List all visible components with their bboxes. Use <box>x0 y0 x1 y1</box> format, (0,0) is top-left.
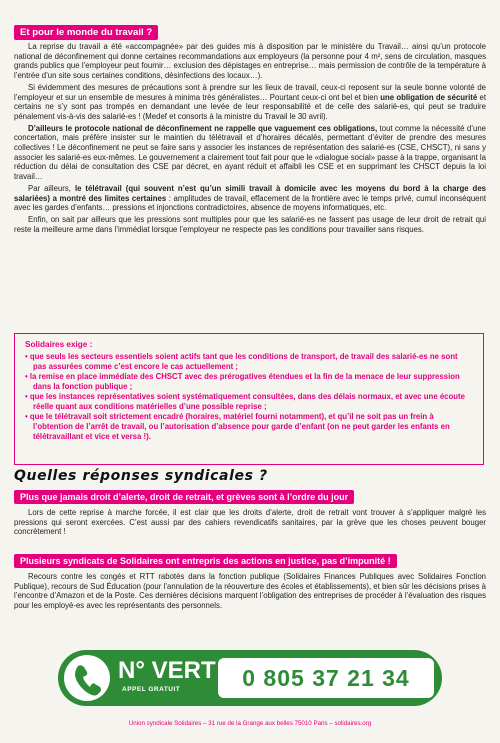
section-title-reponses-syndicales: Quelles réponses syndicales ? <box>14 468 268 484</box>
paragraph-actions-justice: Recours contre les congés et RTT rabotés dans la fonction publique (Solidaires Finances Publiques avec Solidaires Fonction Publique), recours de Sud Éducation (pour l’annulation de la réouverture des écoles et établissements), et bien sûr les décisions prises à l’encontre d’Amazon et de la Poste. Ces dernières décisions marquent l’obligation des entreprises de procéder à l’évaluation des risques pour les employé-es avec les représentants des personnels. <box>14 572 486 611</box>
section-body-droit-alerte <box>14 508 486 539</box>
demands-title: Solidaires exige : <box>25 340 93 349</box>
phone-number-box <box>218 658 434 698</box>
demand-item: • que seuls les secteurs essentiels soient actifs tant que les conditions de transport, de travail des salarié-es ne sont pas assurées comme c’est encore le cas actuellement ; <box>25 352 458 371</box>
numero-vert-banner[interactable] <box>58 650 442 706</box>
demands-box <box>14 333 484 465</box>
demand-item: • que les instances représentatives soient systématiquement consultées, dans des délais normaux, et avec une écoute réelle quant aux conditions matérielles d’une possible reprise ; <box>25 392 465 411</box>
demands-list <box>25 352 470 442</box>
paragraph-protocole: D’ailleurs le protocole national de déconfinement ne rappelle que vaguement ces obligations, tout comme la nécessité d’une concertation, mais préfère insister sur le maintien du télétravail et d’horaires décalés, permettant d’éviter de prendre des mesures collectives ! Le déconfinement ne peut se faire sans y associer les instances de représentation des salarié-es (CSE, CHSCT), ni sans y associer les salarié-es eux-mêmes. Le gouvernement a clairement tout fait pour que le «dialogue social» passe à la trappe, organisant la réduction du délai de consultation des CSE par décret, en ayant réduit et affaibli les CSE et en supprimant les CHSCT depuis la loi travail… <box>14 123 486 182</box>
paragraph-precautions: Si évidemment des mesures de précautions sont à prendre sur les lieux de travail, ceux-ci reposent sur la seule bonne volonté de l’employeur et sur un ensemble de mesures à minima très généralistes… Pourtant ceux-ci ont bel et bien une obligation de sécurité et certains ne s’y sont pas trompés en demandant une levée de leur responsabilité et de celle des salarié-es, qui peut se traduire pénalement vis-à-vis des salarié-es ! (Medef et consorts à la ministre du Travail le 30 avril). <box>14 82 486 121</box>
section-body-monde-travail <box>14 42 486 236</box>
phone-icon <box>64 655 110 701</box>
demand-item: • la remise en place immédiate des CHSCT avec des prérogatives étendues et la fin de la menace de leur suppression dans la fonction publique ; <box>25 372 460 391</box>
section-body-actions-justice <box>14 572 486 613</box>
heading-actions-justice: Plusieurs syndicats de Solidaires ont entrepris des actions en justice, pas d’impunité ! <box>14 554 397 568</box>
paragraph-reprise: La reprise du travail a été «accompagnée» par des guides mis à disposition par le ministère du Travail… ainsi qu’un protocole national de déconfinement qui donne certaines recommandations aux employeurs (la personne pour 4 m², sens de circulation, masques grands publics que l’employeur peut fournir… exclusion des dépistages en entreprise… mais permission de contrôle de la température à l’entrée d’un site sous certaines conditions, désinfections des locaux…). <box>14 42 486 81</box>
numero-vert-label: N° VERT <box>118 657 216 684</box>
paragraph-teletravail: Par ailleurs, le télétravail (qui souvent n’est qu’un simili travail à domicile avec les moyens du bord à la charge des salariées) a montré des limites certaines : amplitudes de travail, effacement de la frontière avec le temps privé, cumul inconséquent avec les gardes d’enfants… pressions et injonctions contradictoires, absence de moyens informatiques, etc. <box>14 183 486 213</box>
phone-number[interactable]: 0 805 37 21 34 <box>242 665 410 691</box>
demand-item: • que le télétravail soit strictement encadré (horaires, matériel fourni notamment), et qu’il ne soit pas un frein à l’obtention de l’arrêt de travail, ou l’autorisation d’absence pour garde d’enfant (on ne peut garder les enfants en télétravaillant et vice et versa !). <box>25 412 450 441</box>
appel-gratuit-label: APPEL GRATUIT <box>122 686 181 693</box>
section-title-monde-travail: Et pour le monde du travail ? <box>14 25 158 40</box>
footer-address: Union syndicale Solidaires – 31 rue de la Grange aux belles 75010 Paris – solidaires.org <box>128 720 372 727</box>
paragraph-droit-alerte: Lors de cette reprise à marche forcée, il est clair que les droits d’alerte, droit de retrait vont trouver à s’appliquer malgré les pressions qui seront exercées. C’est aussi par des cahiers revendicatifs sanitaires, par la grève que les choses peuvent bouger concrètement ! <box>14 508 486 537</box>
heading-droit-alerte: Plus que jamais droit d’alerte, droit de retrait, et grèves sont à l’ordre du jour <box>14 490 354 504</box>
phone-icon-graphic <box>64 655 110 701</box>
paragraph-droit-retrait: Enfin, on sait par ailleurs que les pressions sont multiples pour que les salarié-es ne fassent pas usage de leur droit de retrait qui reste la meilleure arme dans l’immédiat lorsque l’employeur ne respecte pas les conditions pour travailler sans risques. <box>14 214 486 234</box>
